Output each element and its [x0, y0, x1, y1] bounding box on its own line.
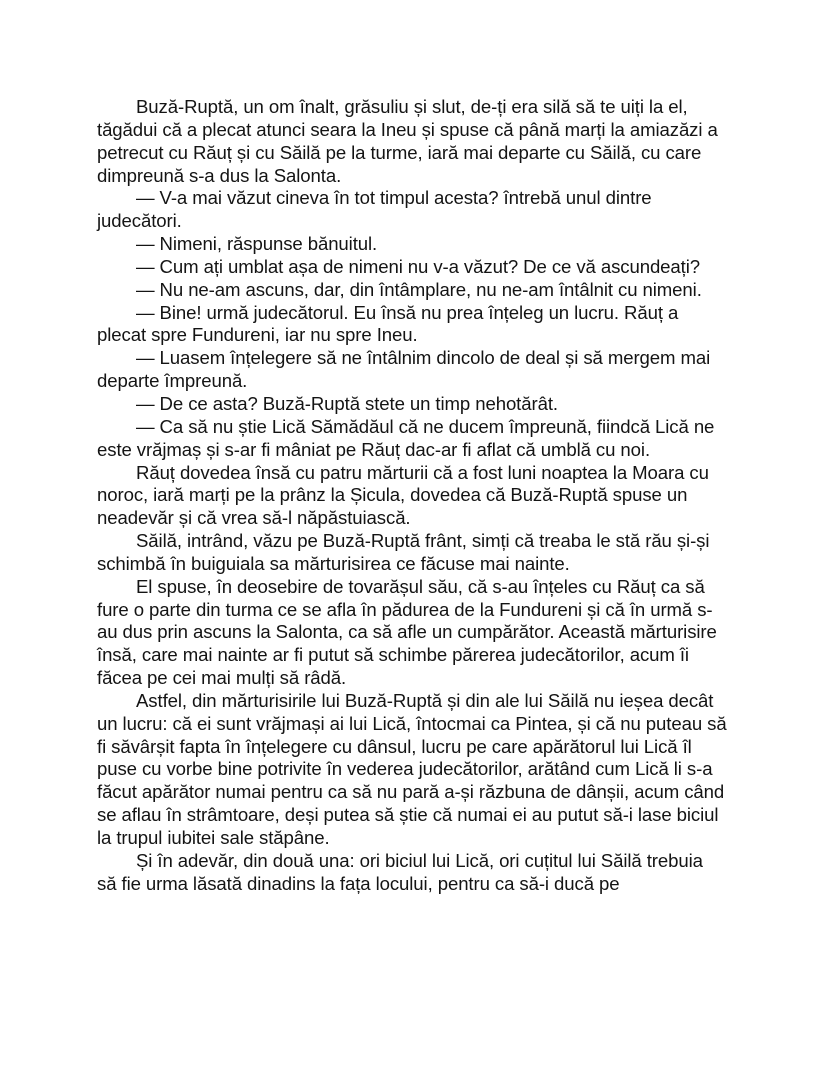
paragraph-12: El spuse, în deosebire de tovarășul său, că s-au înțeles cu Răuț ca să fure o parte din turma ce se afla în pădurea de la Fundureni și că în urmă s-au dus prin ascuns la Salonta, ca să afle un cumpărător. Această mărturisire însă, care mai nainte ar fi putut să schimbe părerea judecătorilor, acum îi făcea pe cei mai mulți să râdă. [97, 575, 717, 689]
paragraph-10: Răuț dovedea însă cu patru mărturii că a fost luni noaptea la Moara cu noroc, iară marți pe la prânz la Șicula, dovedea că Buză-Ruptă spuse un neadevăr și că vrea să-l năpăstuiască. [97, 461, 709, 529]
paragraph-4: — Cum ați umblat așa de nimeni nu v-a văzut? De ce vă ascundeați? [136, 255, 701, 277]
paragraph-7: — Luasem înțelegere să ne întâlnim dincolo de deal și să mergem mai departe împreună. [97, 347, 711, 392]
paragraph-1: Buză-Ruptă, un om înalt, grăsuliu și slut, de-ți era silă să te uiți la el, tăgădui că a plecat atunci seara la Ineu și spuse că până marți la amiazăzi a petrecut cu Răuț și cu Săilă pe la turme, iară mai departe cu Săilă, cu care dimpreună s-a dus la Salonta. [97, 96, 718, 186]
paragraph-6: — Bine! urmă judecătorul. Eu însă nu prea înțeleg un lucru. Răuț a plecat spre Fundureni, iar nu spre Ineu. [97, 301, 679, 346]
paragraph-13: Astfel, din mărturisirile lui Buză-Ruptă și din ale lui Săilă nu ieșea decât un lucru: că ei sunt vrăjmași ai lui Lică, întocmai ca Pintea, și că nu puteau să fi săvârșit fapta în înțelegere cu dânsul, lucru pe care apărătorul lui Lică îl puse cu vorbe bine potrivite în vederea judecătorilor, arătând cum Lică li s-a făcut apărător numai pentru ca să nu pară a-și răzbuna de dânșii, acum când se aflau în strâmtoare, deși putea să știe că numai ei au putut să-i lase biciul la trupul iubitei sale stăpâne. [97, 689, 727, 848]
paragraph-9: — Ca să nu știe Lică Sămădăul că ne ducem împreună, fiindcă Lică ne este vrăjmaș și s-ar fi mâniat pe Răuț dac-ar fi aflat că umblă cu noi. [97, 415, 715, 460]
document-page [97, 96, 727, 896]
paragraph-8: — De ce asta? Buză-Ruptă stete un timp nehotărât. [136, 392, 558, 414]
paragraph-5: — Nu ne-am ascuns, dar, din întâmplare, nu ne-am întâlnit cu nimeni. [136, 278, 702, 300]
paragraph-2: — V-a mai văzut cineva în tot timpul acesta? întrebă unul dintre judecători. [97, 187, 652, 232]
paragraph-3: — Nimeni, răspunse bănuitul. [136, 233, 378, 255]
paragraph-11: Săilă, intrând, văzu pe Buză-Ruptă frânt, simți că treaba le stă rău și-și schimbă în buiguiala sa mărturisirea ce făcuse mai nainte. [97, 530, 710, 574]
paragraph-14: Și în adevăr, din două una: ori biciul lui Lică, ori cuțitul lui Săilă trebuia să fie urma lăsată dinadins la fața locului, pentru ca să-i ducă pe [97, 849, 703, 894]
